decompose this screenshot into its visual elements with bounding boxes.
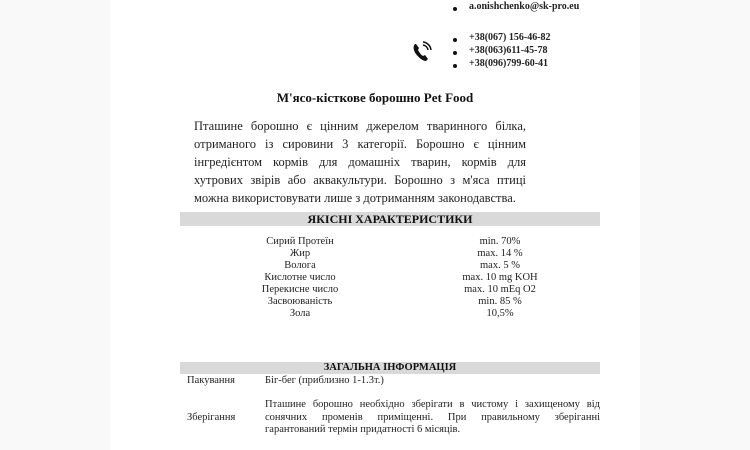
quality-label: Волога bbox=[284, 260, 316, 271]
quality-row bbox=[230, 236, 560, 248]
contact-phone-1[interactable]: +38(067) 156-46-82 bbox=[469, 32, 551, 43]
quality-row bbox=[230, 296, 560, 308]
phone-icon bbox=[412, 41, 432, 63]
document-description: Пташине борошно є цінним джерелом тваринного білка, отриманого із сировини 3 категорії. Борошно є цінним інгредієнтом кормів для домашніх тварин, кормів для хутрових звірів або аквакультури. Борошно з м'яса птиці можна використовувати лише з дотриманням законодавства. bbox=[194, 119, 526, 205]
contact-email[interactable]: a.onishchenko@sk-pro.eu bbox=[469, 1, 580, 12]
contact-phone-2[interactable]: +38(063)611-45-78 bbox=[469, 45, 548, 56]
general-label: Зберігання bbox=[187, 412, 236, 423]
general-heading: ЗАГАЛЬНА ІНФОРМАЦІЯ bbox=[180, 362, 600, 374]
document-title: М'ясо-кісткове борошно Pet Food bbox=[276, 90, 474, 105]
quality-value: max. 10 mEq O2 bbox=[464, 284, 536, 295]
bullet bbox=[453, 51, 457, 55]
quality-row bbox=[230, 308, 560, 320]
general-value: Біг-бег (приблизно 1-1.3т.) bbox=[265, 375, 384, 386]
bullet bbox=[453, 38, 457, 42]
quality-value: max. 14 % bbox=[477, 248, 523, 259]
quality-value: max. 10 mg KOH bbox=[462, 272, 538, 283]
quality-label: Жир bbox=[289, 248, 311, 259]
bullet bbox=[453, 7, 457, 11]
quality-label: Засвоюваність bbox=[267, 296, 333, 307]
quality-value: min. 70% bbox=[479, 236, 521, 247]
contact-phone-3[interactable]: +38(096)799-60-41 bbox=[469, 58, 549, 69]
quality-label: Зола bbox=[289, 308, 311, 319]
quality-label: Кислотне число bbox=[264, 272, 336, 283]
quality-label: Сирий Протеїн bbox=[266, 236, 334, 247]
quality-heading: ЯКІСНІ ХАРАКТЕРИСТИКИ bbox=[180, 212, 600, 226]
quality-value: max. 5 % bbox=[480, 260, 520, 271]
quality-row bbox=[230, 248, 560, 260]
quality-row bbox=[230, 260, 560, 272]
general-value: Пташине борошно необхідно зберігати в чистому і захищеному від сонячних променів приміщенні. При правильному зберіганні гарантований термін придатності 6 місяців. bbox=[265, 399, 600, 435]
bullet bbox=[453, 64, 457, 68]
quality-label: Перекисне число bbox=[261, 284, 339, 295]
quality-row bbox=[230, 284, 560, 296]
quality-value: 10,5% bbox=[486, 308, 514, 319]
quality-value: min. 85 % bbox=[478, 296, 522, 307]
quality-row bbox=[230, 272, 560, 284]
general-label: Пакування bbox=[187, 375, 235, 386]
document-page bbox=[110, 0, 640, 450]
